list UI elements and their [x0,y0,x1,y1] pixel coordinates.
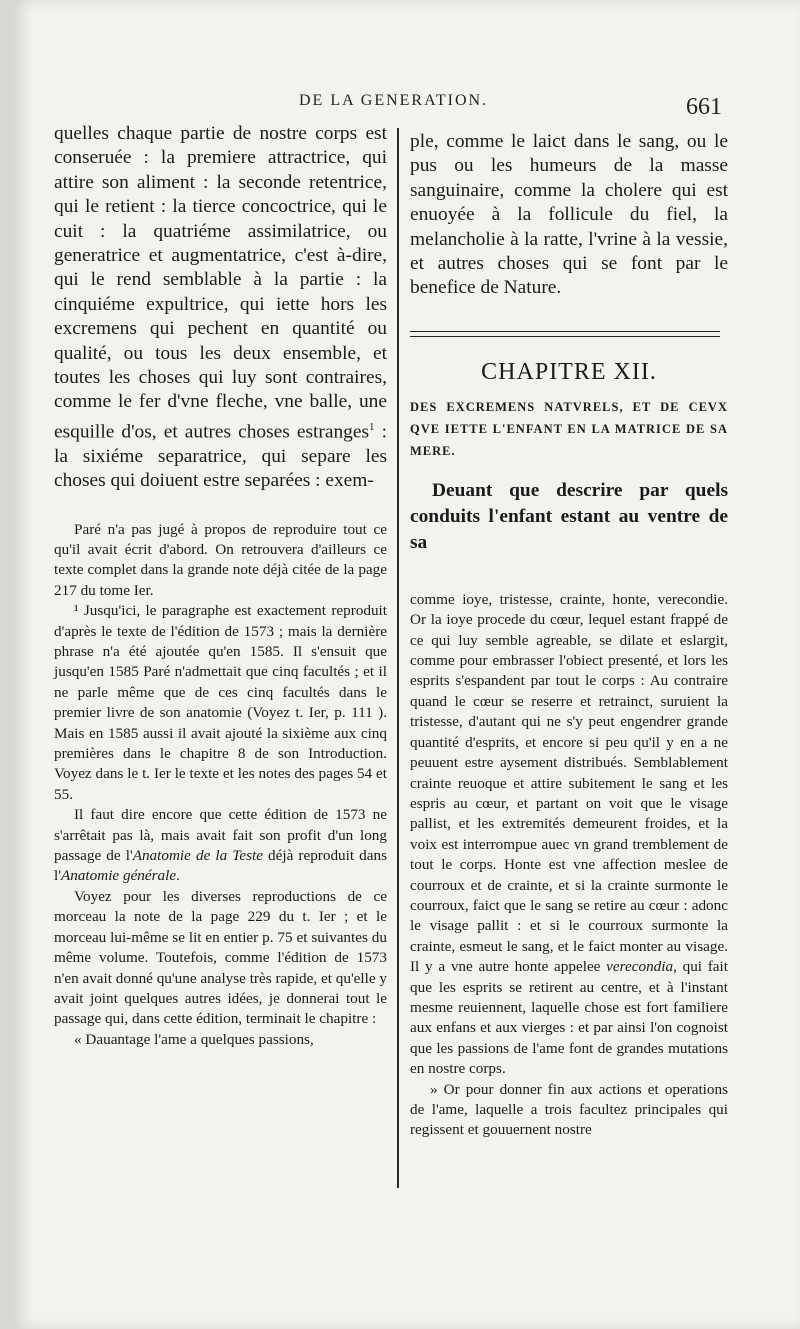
note-paragraph: ¹ Jusqu'ici, le paragraphe est exactement reproduit d'après le texte de l'édition de 1573 ; mais la dernière phrase n'a été ajoutée qu'en 1585. Il s'ensuit que jusqu'en 1585 Paré n'admettait que cinq facultés ; et il ne parle même que de ces cinq facultés dans le premier livre de son anatomie (Voyez t. Ier, p. 111 ). Mais en 1585 aussi il avait ajouté la sixième aux cinq premières dans le chapitre 8 de son Introduction. Voyez dans le t. Ier le texte et les notes des pages 54 et 55. [54,602,387,803]
right-column [410,130,728,1141]
chapter-subtitle: DES EXCREMENS NATVRELS, ET DE CEVX QVE IETTE L'ENFANT EN LA MATRICE DE SA MERE. [410,399,728,458]
left-column [54,122,387,1050]
note-text: déjà reproduit dans l' [54,847,387,885]
left-main-text [54,122,387,494]
left-main-text-end: : la sixiéme separatrice, qui separe les choses qui doiuent estre separées : exem- [54,421,387,492]
right-main-text-body: ple, comme le laict dans le sang, ou le pus ou les humeurs de la masse sanguinaire, comme la cholere qui est enuoyée à la follicule du fiel, la melancholie à la ratte, l'vrine à la vessie, et autres choses qui se font par le benefice de Nature. [410,131,728,299]
column-divider [397,128,399,1188]
note-paragraph: Voyez pour les diverses reproductions de ce morceau la note de la page 229 du t. Ier ; et le morceau lui-même se lit en entier p. 75 et suivantes du même volume. Toutefois, comme l'édition de 1573 n'en avait donné qu'une analyse très rapide, et qu'elle y avait joint quelques autres idées, je donnerai tout le passage qui, dans cette édition, terminait le chapitre : [54,887,387,1028]
note-text: comme ioye, tristesse, crainte, honte, verecondie. Or la ioye procede du cœur, lequel estant frappé de ce qui luy semble agreable, se dilate et eslargit, comme pour embrasser l'obiect presenté, et lors les esprits s'espandent par tout le corps : Au contraire quand le cœur se reserre et retrainct, suruient la tristesse, d'autant qui ne s'y peut engendrer grande quantité d'esprits, et encore si peu qu'il y en a ne peuuent estre aysement distribués. Semblablement crainte reuoque et attire subitement le sang et les espris au cœur, et partant on voit que le visage pallist, et les extremités demeurent froides, et la voix est interrompue auec vn grand tremblement de tout le corps. Honte est vne affection meslee de courroux et de crainte, et si la crainte surmonte le courroux, faict que le sang se retire au cœur : adonc le visage pallit : et si le courroux surmonte la crainte, esmeut le sang, et le faict monter au visage. Il y a vne autre honte appelee [410,590,728,976]
note-paragraph: Paré n'a pas jugé à propos de reproduire tout ce qu'il avait écrit d'abord. On retrouvera d'ailleurs ce texte complet dans la grande note déjà citée de la page 217 du tome Ier. [54,520,387,599]
left-main-text-body: quelles chaque partie de nostre corps est conseruée : la premiere attractrice, qui attire son aliment : la seconde retentrice, qui le retient : la tierce concoctrice, qui le cuit : la quatriéme assimilatrice, ou generatrice et augmentatrice, c'est à-dire, qui le rend semblable à la partie : la cinquiéme expultrice, qui iette hors les excremens qui pechent en quantité ou qualité, ou tous les deux ensemble, et toutes les choses qui luy sont contraires, comme le fer d'vne fleche, vne balle, une esquille d'os, et autres choses estranges [54,123,387,443]
right-main-text [410,130,728,301]
running-head: DE LA GENERATION. [299,92,489,109]
book-page [14,0,800,1329]
note-paragraph: » Or pour donner fin aux actions et operations de l'ame, laquelle a trois facultez principales qui regissent et gouuernent nostre [410,1080,728,1139]
footnote-mark: 1 [369,420,375,433]
left-notes [54,520,387,1051]
note-italic-text: Anatomie de la Teste [132,847,263,865]
note-italic-text: verecondia [606,958,674,976]
note-paragraph: « Dauantage l'ame a quelques passions, [74,1030,314,1048]
chapter-title: CHAPITRE XII. [481,358,657,385]
right-notes [410,590,728,1141]
page-number: 661 [686,94,722,120]
note-paragraph [410,590,728,1080]
note-text: Il faut dire encore que cette édition de 1573 ne s'arrêtait pas là, mais avait fait son profit d'un long passage de l' [54,806,387,865]
chapter-separator-rule [410,331,720,337]
note-paragraph [54,805,387,887]
note-italic-text: Anatomie générale [60,867,177,885]
note-text: , qui fait que les esprits se retirent au centre, et à l'instant mesme reuiennent, laquelle chose est fort familiere aux enfans et aux vierges : et par ainsi l'on cognoist que les passions de l'ame font de grandes mutations en nostre corps. [410,958,728,1078]
note-text: . [176,867,180,885]
chapter-intro-text: Deuant que descrire par quels conduits l'enfant estant au ventre de sa [410,479,728,553]
